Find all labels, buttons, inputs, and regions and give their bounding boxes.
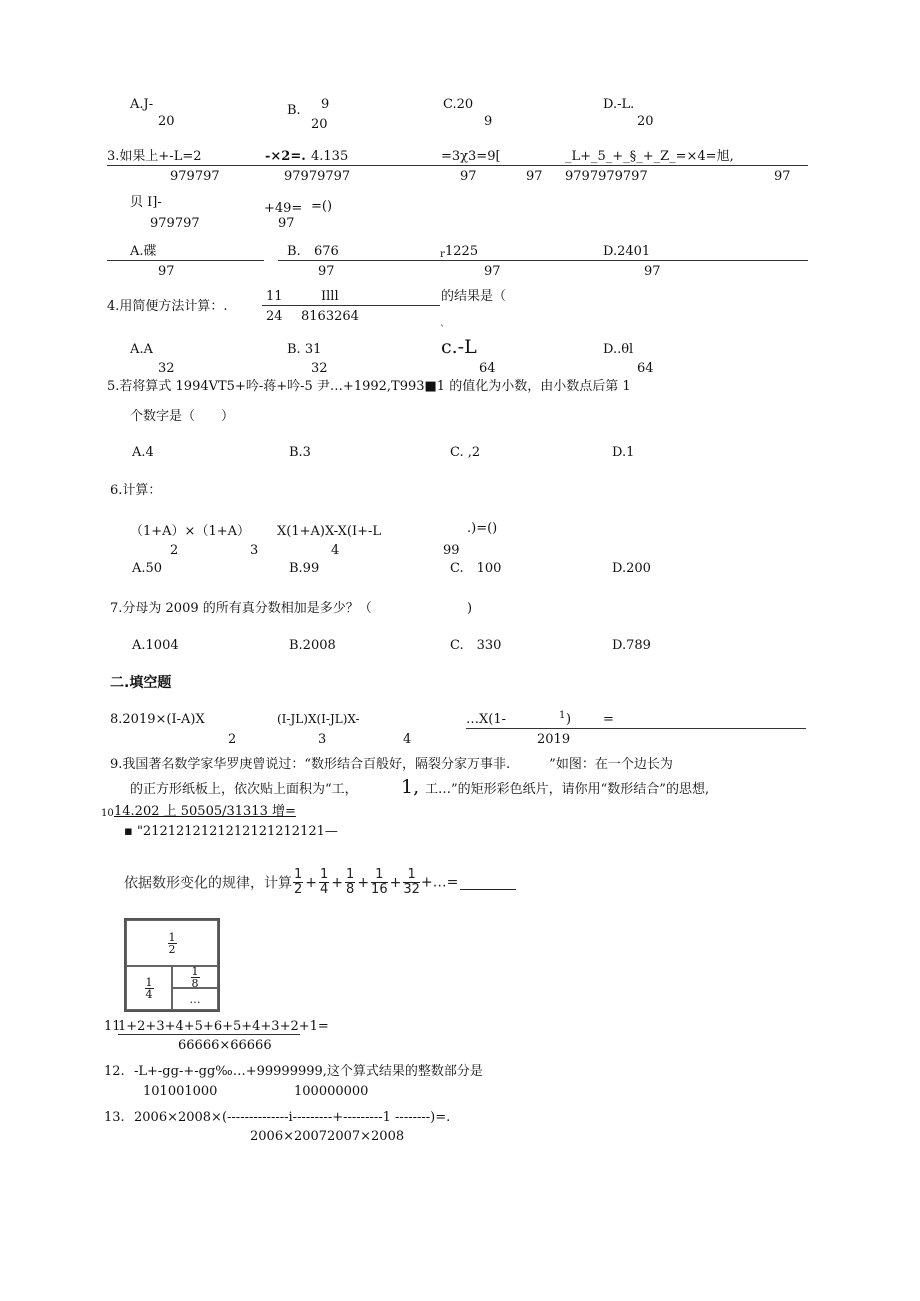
q3-den3: 97 [460, 169, 477, 184]
fraction-denominator: 8 [191, 976, 199, 990]
q7-option-a: A.1004 [132, 638, 179, 653]
q12-den1: 101001000 [143, 1084, 218, 1099]
q8-part2: (I-JL)X(I-JL)X- [277, 712, 360, 726]
fraction-square-figure [124, 918, 220, 1012]
q10-text: 14.202 上 50505/31313 增= [114, 804, 296, 819]
q2-option-d-denominator: 20 [637, 114, 654, 129]
fraction-denominator: 8 [346, 882, 355, 897]
q5-line1: 5.若将算式 1994VT5+吟-蒋+吟-5 尹…+1992,T993■1 的值化为小数，由小数点后第 1 [107, 379, 631, 394]
q3-option-d: D.2401 [603, 244, 651, 259]
cell-quarter [126, 966, 172, 1010]
plus-sign: + [305, 874, 318, 891]
cell-eighth-fraction [191, 966, 200, 989]
q9-line1: 9.我国著名数学家华罗庚曾说过：“数形结合百般好，隔裂分家万事非. ”如图：在一个边长为 [110, 757, 673, 772]
fraction-numerator: 1 [168, 930, 176, 944]
q3-option-a: A.碟 [130, 244, 157, 259]
q3-den1: 979797 [170, 169, 220, 184]
q3-option-a-denominator: 97 [158, 264, 175, 279]
fraction-numerator: 1 [346, 867, 355, 882]
q3-den5: 9797979797 [565, 169, 648, 184]
q2-option-c: C.20 [443, 97, 474, 112]
q3-option-b: 676 [314, 244, 339, 259]
fraction-denominator: 2 [294, 882, 303, 897]
q6-stem: 6.计算： [110, 483, 162, 498]
q5-option-b: B.3 [289, 445, 311, 460]
q10-label: 10 [101, 808, 114, 819]
q6-option-b: B.99 [289, 561, 320, 576]
q4-numerator1: 11 [266, 289, 283, 304]
q13-label: 13. [104, 1110, 125, 1125]
q5-option-c: C. ,2 [450, 445, 481, 460]
q2-option-b-label: B. [287, 103, 301, 118]
cell-eighth [172, 966, 218, 988]
q4-option-a-denominator: 32 [158, 361, 175, 376]
fraction-numerator: 1 [191, 964, 199, 978]
q4-stem: 4.用简便方法计算：. [107, 299, 228, 314]
q7-option-c: C. 330 [450, 638, 502, 653]
fraction-half [293, 868, 303, 897]
q8-part5: ) [566, 712, 572, 727]
q9-line2a: 的正方形纸板上，依次贴上面积为“工， [130, 782, 358, 797]
q8-den4: 2019 [537, 732, 571, 747]
q3-option-b-label: B. [287, 244, 301, 259]
q4-numerator2: Illl [321, 289, 339, 304]
q3-option-d-denominator: 97 [644, 264, 661, 279]
q3-fraction-bar-a [107, 260, 264, 261]
q10-line2: ▪ "2121212121212121212121— [124, 824, 338, 839]
q4-option-c: c.-L [441, 336, 477, 358]
cell-quarter-fraction [145, 977, 154, 1000]
q4-denominator2: 8163264 [301, 309, 359, 324]
q2-option-c-denominator: 9 [484, 114, 493, 129]
q3-fraction-bar-bcd [278, 260, 808, 261]
fraction-numerator: 1 [371, 868, 388, 883]
q3-den4: 97 [526, 169, 543, 184]
q3-fraction-bar-1 [107, 165, 808, 166]
q4-option-b-denominator: 32 [311, 361, 328, 376]
q9-line2b: 1, [401, 776, 420, 798]
q11-fraction-bar [118, 1034, 300, 1035]
q3-line3-stem: 贝 I]- [130, 195, 162, 210]
section-title: 二.填空题 [110, 675, 172, 691]
q4-option-b: B. 31 [287, 342, 322, 357]
q8-den2: 3 [318, 732, 327, 747]
q3-option-c: 1225 [445, 244, 479, 259]
q6-den2: 3 [250, 543, 259, 558]
q4-option-c-denominator: 64 [479, 361, 496, 376]
q6-expr2: X(1+A)X-X(I+-L [277, 524, 382, 539]
q6-option-c: C. 100 [450, 561, 502, 576]
q2-option-a: A.J- [130, 97, 154, 112]
q8-fraction-bar [466, 728, 806, 729]
q2-option-b-numerator: 9 [321, 97, 330, 112]
fraction-numerator: 1 [403, 868, 420, 883]
figure-caption-text: 依据数形变化的规律，计算 [124, 875, 292, 892]
q12-den2: 100000000 [294, 1084, 369, 1099]
q3-line3-part3: =() [311, 199, 333, 214]
q4-option-d-denominator: 64 [637, 361, 654, 376]
q6-expr1: （1+A）×（1+A） [130, 524, 250, 539]
fraction-sixteenth [371, 868, 388, 897]
q4-option-d: D..θl [603, 342, 634, 357]
fraction-numerator: 1 [320, 867, 329, 882]
fraction-denominator: 2 [168, 942, 176, 956]
q6-den4: 99 [443, 543, 460, 558]
q5-option-d: D.1 [612, 445, 635, 460]
q4-denominator1: 24 [266, 309, 283, 324]
q8-part3: …X(1- [466, 712, 506, 727]
q3-stem: 3.如果上+-L=2 [107, 149, 202, 164]
q8-part1: 8.2019×(I-A)X [110, 712, 205, 727]
q6-option-a: A.50 [132, 561, 163, 576]
q7-close: ) [467, 601, 473, 616]
q6-expr3: .)=() [467, 521, 498, 536]
q4-tick: ` [440, 325, 445, 336]
q3-line4-den1: 979797 [150, 216, 200, 231]
fraction-numerator: 1 [145, 975, 153, 989]
q11-den: 66666×66666 [178, 1038, 272, 1053]
q4-option-a: A.A [130, 342, 153, 357]
q3-option-c-denominator: 97 [484, 264, 501, 279]
q13-expr: 2006×2008×(--------------i---------+---------1 --------)=. [134, 1110, 451, 1125]
cell-rest: … [172, 988, 218, 1010]
plus-sign: + [331, 874, 344, 891]
q6-option-d: D.200 [612, 561, 651, 576]
fraction-denominator: 32 [403, 882, 420, 897]
q2-option-b-denominator: 20 [311, 117, 328, 132]
q7-option-b: B.2008 [289, 638, 336, 653]
q4-tail: 的结果是（ [441, 289, 507, 304]
q2-option-d: D.-L. [603, 97, 635, 112]
q8-part6: = [603, 712, 614, 727]
fraction-quarter [319, 868, 329, 897]
fraction-denominator: 4 [320, 882, 329, 897]
q9-line2c: 工…”的矩形彩色纸片，请你用“数形结合”的思想, [425, 782, 710, 797]
q2-option-a-denominator: 20 [158, 114, 175, 129]
cell-half-fraction [168, 932, 177, 955]
q11-label: 11 [104, 1019, 121, 1034]
answer-blank[interactable] [460, 875, 516, 890]
q12-label: 12. [104, 1064, 125, 1079]
q8-den3: 4 [403, 732, 412, 747]
fraction-denominator: 4 [145, 987, 153, 1001]
q3-part4: =3χ3=9[ [441, 149, 501, 164]
figure-caption-tail: +…= [420, 874, 459, 891]
q3-line3-part2: +49= [264, 201, 303, 216]
cell-half [126, 920, 218, 966]
q3-part2: -×2=. [265, 149, 306, 164]
q8-den1: 2 [228, 732, 237, 747]
q3-option-c-prefix: r [440, 249, 445, 260]
q6-den3: 4 [331, 543, 340, 558]
q3-option-b-denominator: 97 [318, 264, 335, 279]
figure-caption [124, 868, 516, 897]
q3-line4-den2: 97 [278, 216, 295, 231]
q3-den6: 97 [774, 169, 791, 184]
q5-line2: 个数字是（ ） [130, 409, 235, 424]
q8-part4: 1 [559, 710, 566, 721]
q3-part3: 4.135 [311, 149, 349, 164]
fraction-thirtysecond [403, 868, 420, 897]
fraction-eighth [345, 868, 355, 897]
q13-den: 2006×20072007×2008 [250, 1129, 405, 1144]
fraction-numerator: 1 [294, 867, 303, 882]
q7-stem: 7.分母为 2009 的所有真分数相加是多少？（ [110, 601, 372, 616]
q6-den1: 2 [170, 543, 179, 558]
q4-fraction-bar [262, 305, 440, 306]
q3-part5: _L+_5_+_§_+_Z_=×4=旭, [565, 149, 734, 164]
q11-expr: 1+2+3+4+5+6+5+4+3+2+1= [118, 1019, 329, 1034]
q12-expr: -L+-gg-+-gg‰…+99999999,这个算式结果的整数部分是 [134, 1064, 483, 1079]
fraction-denominator: 16 [371, 882, 388, 897]
q7-option-d: D.789 [612, 638, 651, 653]
plus-sign: + [357, 874, 370, 891]
q3-den2: 97979797 [284, 169, 351, 184]
plus-sign: + [389, 874, 402, 891]
q5-option-a: A.4 [132, 445, 154, 460]
